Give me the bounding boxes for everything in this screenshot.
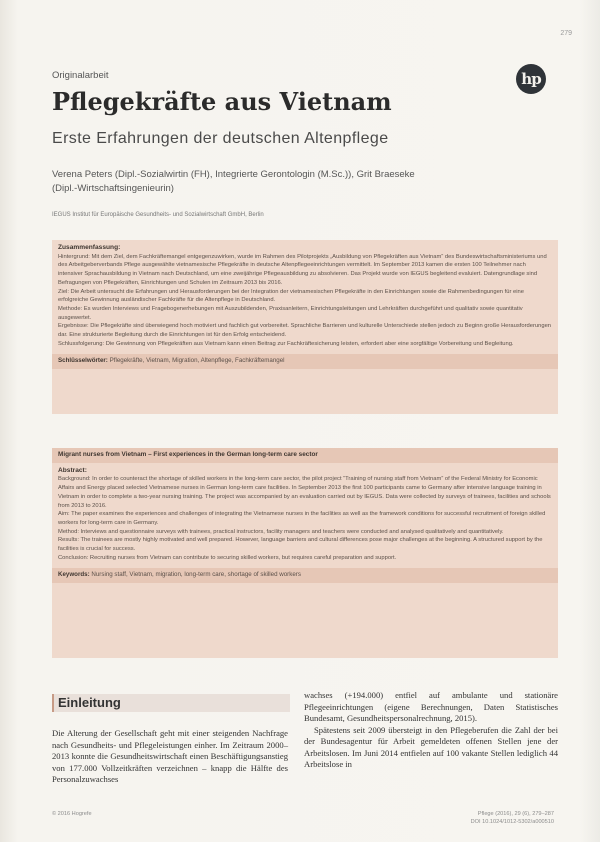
section-label: Originalarbeit xyxy=(52,70,109,81)
abstract-paragraph: Schlussfolgerung: Die Gewinnung von Pflegekräften aus Vietnam kann einen Beitrag zur Fachkräftesicherung leisten, erfordert aber eine sorgfältige Vorbereitung und Begleitung. xyxy=(58,340,514,347)
keywords-label: Keywords: xyxy=(58,571,90,579)
author-line: (Dipl.-Wirtschaftsingenieurin) xyxy=(52,183,174,194)
abstract-paragraph: Ergebnisse: Die Pflegekräfte sind überwiegend hoch motiviert und fachlich gut vorbereitet. Sprachliche Barrieren und kulturelle Unterschiede stellen jedoch zu Beginn große Herausforderungen dar. Eine strukturierte Begleitung durch die Einrichtungen ist für den Erfolg entscheidend. xyxy=(58,323,552,339)
abstract-paragraph: Ziel: Die Arbeit untersucht die Erfahrungen und Herausforderungen bei der Integration der vietnamesischen Pflegekräfte in den Einrichtungen sowie die Rahmenbedingungen für eine erfolgreiche Gewinnung ausländischer Fachkräfte für die Altenpflege in Deutschland. xyxy=(58,288,524,304)
doi-line: DOI 10.1024/1012-5302/a000510 xyxy=(470,819,554,825)
abstract-german xyxy=(52,240,558,414)
keywords-label: Schlüsselwörter: xyxy=(58,357,108,365)
abstract-heading: Zusammenfassung: xyxy=(58,244,121,251)
footer-citation xyxy=(471,810,554,826)
abstract-paragraph: Methode: Es wurden Interviews und Fragebogenerhebungen mit Auszubildenden, Praxisanleitern, Einrichtungsleitungen und Lehrkräften durchgeführt und qualitativ sowie quantitativ ausgewertet. xyxy=(58,305,523,321)
author-list xyxy=(52,168,562,196)
article-subtitle: Erste Erfahrungen der deutschen Altenpflege xyxy=(52,130,389,147)
abstract-english xyxy=(52,448,558,658)
page-number: 279 xyxy=(560,30,572,37)
keywords-row xyxy=(52,568,558,583)
body-paragraph: wachses (+194.000) entfiel auf ambulante und stationäre Pflegeeinrichtungen (eigene Berechnungen, Daten Statistisches Bundesamt, Gesundheitspersonalrechnung, 2015). xyxy=(304,690,558,723)
author-line: Verena Peters (Dipl.-Sozialwirtin (FH), Integrierte Gerontologin (M.Sc.)), Grit Braeseke xyxy=(52,169,415,180)
abstract-paragraph: Results: The trainees are mostly highly motivated and well prepared. However, language barriers and cultural differences pose major challenges at the beginning. A structured support by the facilities is crucial for success. xyxy=(58,537,543,553)
abstract-paragraph: Conclusion: Recruiting nurses from Vietnam can contribute to securing skilled workers, but requires careful preparation and support. xyxy=(58,554,397,561)
footer-copyright: © 2016 Hogrefe xyxy=(52,811,92,817)
body-column-right xyxy=(304,690,558,771)
abstract-paragraph: Method: Interviews and questionnaire surveys with trainees, practical instructors, facility managers and teachers were conducted and analysed qualitatively and quantitatively. xyxy=(58,528,504,535)
body-paragraph: Spätestens seit 2009 übersteigt in den Pflegeberufen die Zahl der bei der Bundesagentur für Arbeit gemeldeten offenen Stellen jene der Arbeitslosen. Im Juni 2014 entfielen auf 100 vakante Stellen lediglich 44 Arbeitslose in xyxy=(304,724,558,769)
abstract-paragraph: Aim: The paper examines the experiences and challenges of integrating the Vietnamese nurses in the facilities as well as the framework conditions for successful recruitment of foreign skilled workers for long-term care in Germany. xyxy=(58,511,546,526)
keywords-text: Pflegekräfte, Vietnam, Migration, Altenpflege, Fachkräftemangel xyxy=(109,357,285,365)
body-column-left xyxy=(52,728,288,786)
abstract-paragraph: Hintergrund: Mit dem Ziel, dem Fachkräftemangel entgegenzuwirken, wurde im Rahmen des Pilotprojekts „Ausbildung von Pflegekräften aus Vietnam“ des Bundeswirtschaftsministeriums und des Arbeitgeberverbands Pflege ausgewählte vietnamesische Pflegekräfte in deutsche Altenpflegeeinrichtungen vermittelt. Im September 2013 kamen die ersten 100 Teilnehmer nach intensiver Sprachausbildung in Vietnam nach Deutschland, um eine zweijährige Pflegeausbildung zu absolvieren. Das Projekt wurde von IEGUS begleitend evaluiert. Datengrundlage sind Befragungen von Pflegekräften, Einrichtungen und Schulen im Zeitraum 2013 bis 2016. xyxy=(58,253,547,286)
keywords-text: Nursing staff, Vietnam, migration, long-term care, shortage of skilled workers xyxy=(91,571,301,579)
article-title: Pflegekräfte aus Vietnam xyxy=(52,87,392,116)
citation-line: Pflege (2016), 29 (6), 279–287 xyxy=(477,811,554,817)
publisher-logo: hp xyxy=(516,64,546,94)
abstract-paragraph: Background: In order to counteract the shortage of skilled workers in the long-term care sector, the pilot project “Training of nursing staff from Vietnam” of the Federal Ministry for Economic Affairs and Energy placed selected Vietnamese nurses in German long-term care facilities. In September 2013 the first 100 participants came to Germany after intensive language training in Vietnam in order to complete a two-year nursing training. The project was accompanied by an evaluation carried out by IEGUS. Data were collected by surveys of trainees, facilities and schools from 2013 to 2016. xyxy=(58,476,551,509)
english-title: Migrant nurses from Vietnam – First experiences in the German long-term care sector xyxy=(52,448,558,463)
body-paragraph: Die Alterung der Gesellschaft geht mit einer steigenden Nachfrage nach Gesundheits- und Pflegeleistungen einher. Im Zeitraum 2000–2013 konnte die Gesundheitswirtschaft einen Beschäftigungsanstieg von 177.000 Vollzeitkräften verzeichnen – knapp die Hälfte des Personalzuwachses xyxy=(52,728,288,784)
abstract-heading: Abstract: xyxy=(58,466,87,474)
keywords-row xyxy=(52,354,558,369)
section-heading: Einleitung xyxy=(58,695,121,710)
author-affiliation: IEGUS Institut für Europäische Gesundheits- und Sozialwirtschaft GmbH, Berlin xyxy=(52,212,264,218)
